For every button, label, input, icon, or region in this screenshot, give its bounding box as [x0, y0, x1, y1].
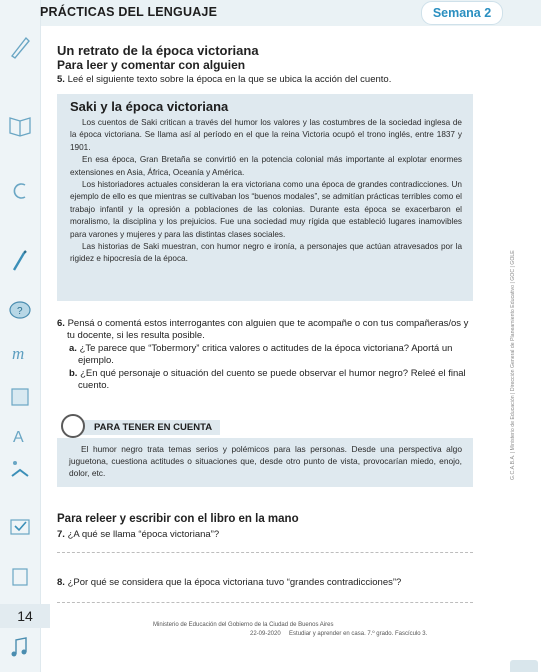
question-5-number: 5.	[57, 74, 65, 85]
tip-box	[57, 438, 473, 487]
question-6	[57, 318, 475, 392]
pencil-icon	[6, 34, 34, 60]
week-badge: Semana 2	[421, 1, 503, 25]
notebook-icon	[6, 384, 34, 410]
question-6a	[69, 343, 475, 368]
question-6b-text: ¿En qué personaje o situación del cuento se puede observar el humor negro? Releé el final cuento.	[78, 367, 466, 392]
question-5-text: Leé el siguiente texto sobre la época en la que se ubica la acción del cuento.	[67, 74, 392, 85]
section-heading-write: Para releer y escribir con el libro en la mano	[57, 513, 299, 525]
c-glyph-icon	[6, 178, 34, 204]
tip-text: El humor negro trata temas serios y polémicos para las personas. Desde una perspectiva algo juguetona, cuestiona actitudes o situaciones que, desde otro punto de vista, provocarían miedo, enojo, dolor, etc.	[69, 444, 462, 479]
question-6-number: 6.	[57, 318, 65, 329]
question-6b-label: b.	[69, 367, 78, 379]
tip-label: PARA TENER EN CUENTA	[80, 420, 220, 435]
question-6-lead	[57, 318, 475, 343]
footer-line-2	[250, 631, 427, 637]
letter-m-icon	[6, 340, 34, 366]
page-title: Un retrato de la época victoriana	[57, 43, 259, 58]
music-note-icon	[6, 634, 34, 660]
question-8	[57, 577, 401, 588]
reading-box	[57, 94, 473, 301]
answer-line[interactable]	[57, 552, 473, 553]
footer-ministry: Ministerio de Educación del Gobierno de la Ciudad de Buenos Aires	[153, 622, 334, 628]
footer-date: 22-09-2020	[250, 631, 281, 637]
svg-text:?: ?	[17, 306, 23, 317]
left-icon-strip	[0, 0, 41, 672]
reading-paragraph: Los cuentos de Saki critican a través del humor los valores y las costumbres de la sociedad inglesa de la época victoriana. Se llama así al período en el que la reina Victoria ocupó el trono inglés, entre 1837 y 1901.	[70, 118, 462, 152]
section-title: PRÁCTICAS DEL LENGUAJE	[40, 5, 218, 19]
question-5	[57, 74, 391, 85]
bottom-tab	[510, 660, 538, 672]
side-credit: G.C.A.B.A. | Ministerio de Educación | Dirección General de Planeamiento Educativo | GOC | GOLE	[510, 250, 516, 480]
card-icon	[6, 564, 34, 590]
letter-a-icon	[6, 422, 34, 448]
magnifier-icon	[61, 414, 85, 438]
question-6a-label: a.	[69, 342, 77, 354]
pencil-cup-icon	[6, 456, 34, 482]
question-6b	[69, 368, 475, 393]
footer-series: Estudiar y aprender en casa. 7.º grado. Fascículo 3.	[289, 631, 428, 637]
question-8-text: ¿Por qué se considera que la época victoriana tuvo “grandes contradicciones”?	[67, 577, 402, 588]
question-7	[57, 529, 219, 540]
svg-text:m: m	[12, 344, 25, 363]
notepad-icon	[6, 514, 34, 540]
speech-bubble-icon	[6, 298, 34, 324]
book-icon	[6, 112, 34, 138]
page-subtitle: Para leer y comentar con alguien	[57, 58, 246, 72]
reading-title: Saki y la época victoriana	[70, 99, 229, 114]
question-7-number: 7.	[57, 529, 65, 540]
question-6-text: Pensá o comentá estos interrogantes con alguien que te acompañe o con tus compañeras/os y tu docente, si les resulta posible.	[67, 318, 469, 342]
question-8-number: 8.	[57, 577, 65, 588]
reading-paragraph: Las historias de Saki muestran, con humor negro e ironía, a personajes que actúan atravesados por la rigidez e hipocresía de la época.	[70, 242, 462, 264]
svg-text:A: A	[13, 429, 24, 446]
question-7-text: ¿A qué se llama “época victoriana”?	[67, 529, 220, 540]
reading-paragraph: En esa época, Gran Bretaña se convirtió en la potencia colonial más importante al explotar enormes extensiones en Asia, África, Oceanía y América.	[70, 155, 462, 177]
pen-icon	[6, 248, 34, 274]
question-6a-text: ¿Te parece que “Tobermory” critica valores o actitudes de la época victoriana? Aportá un ejemplo.	[78, 342, 453, 367]
reading-body	[70, 117, 462, 266]
answer-line[interactable]	[57, 602, 473, 603]
reading-paragraph: Los historiadores actuales consideran la era victoriana como una época de grandes contradicciones. Un ejemplo de ello es que mientras se cultivaban los “buenos modales”, se admitían prácticas terribles como el trabajo infantil y la opresión a poblaciones de las colonias. Durante esta época se exacerbaron el moralismo, la disciplina y los prejuicios. Fue una sociedad muy rígida que estableció lugares inamovibles para varones y mujeres y para las distintas clases sociales.	[70, 180, 462, 239]
page-number: 14	[0, 604, 50, 628]
